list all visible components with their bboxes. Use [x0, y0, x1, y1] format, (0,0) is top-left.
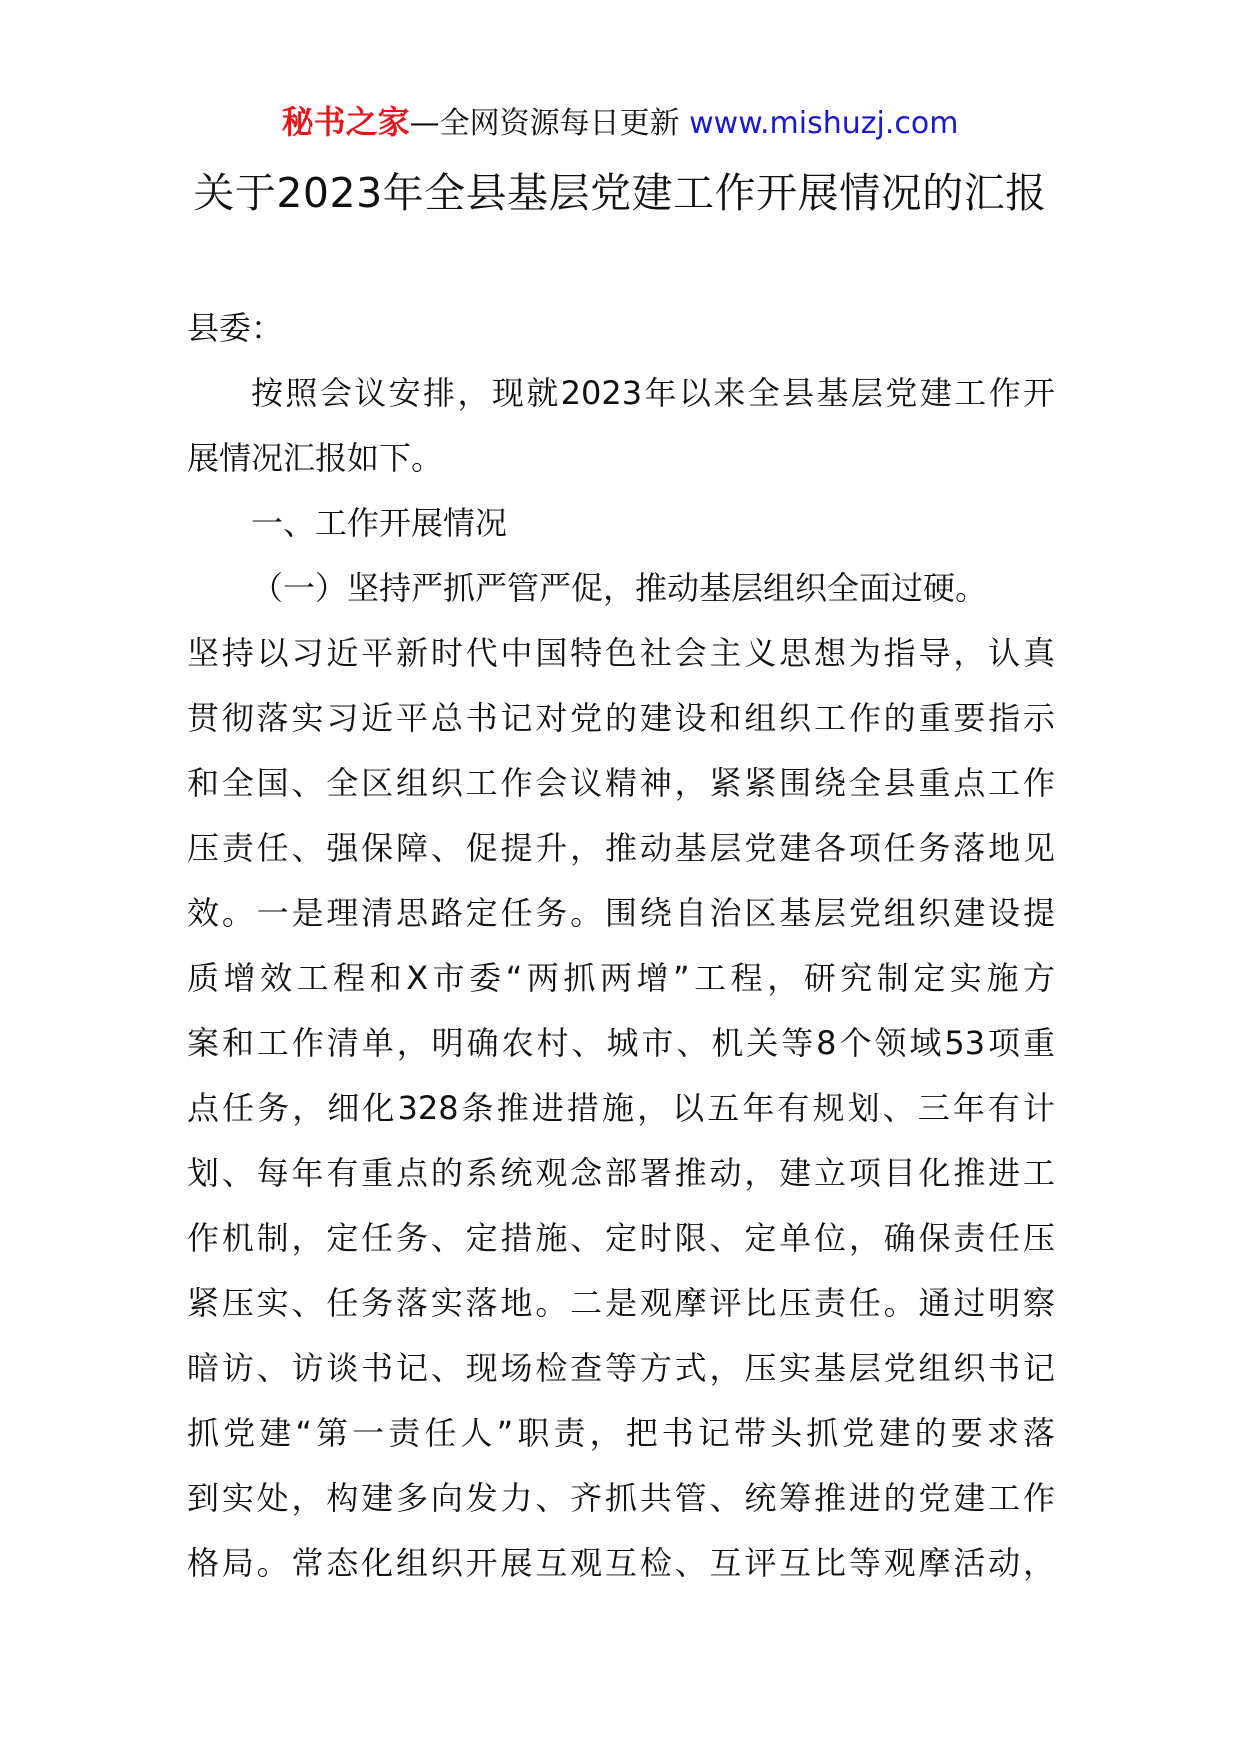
text-line: 紧压实、任务落实落地。二是观摩评比压责任。通过明察: [187, 1284, 1055, 1322]
text-line: 点任务，细化328条推进措施，以五年有规划、三年有计: [187, 1089, 1055, 1127]
text-line: 展情况汇报如下。: [187, 439, 444, 477]
text-line: 压责任、强保障、促提升，推动基层党建各项任务落地见: [187, 829, 1055, 867]
salutation: 县委：: [187, 309, 284, 347]
text-line: 作机制，定任务、定措施、定时限、定单位，确保责任压: [187, 1219, 1055, 1257]
site-banner: [0, 100, 1240, 146]
text-line: 划、每年有重点的系统观念部署推动，建立项目化推进工: [187, 1154, 1055, 1192]
site-url-link[interactable]: www.mishuzj.com: [689, 106, 959, 141]
brand-name: 秘书之家: [281, 103, 410, 141]
text-line: 质增效工程和X市委“两抓两增”工程，研究制定实施方: [187, 959, 1055, 997]
text-line: 抓党建“第一责任人”职责，把书记带头抓党建的要求落: [187, 1414, 1055, 1452]
text-line: 到实处，构建多向发力、齐抓共管、统筹推进的党建工作: [187, 1479, 1055, 1517]
text-line: 格局。常态化组织开展互观互检、互评互比等观摩活动，: [187, 1544, 1055, 1582]
banner-tagline: —全网资源每日更新: [409, 106, 680, 141]
text-line: 坚持以习近平新时代中国特色社会主义思想为指导，认真: [187, 634, 1055, 672]
text-line: 按照会议安排，现就2023年以来全县基层党建工作开: [251, 374, 1055, 412]
document-title: 关于2023年全县基层党建工作开展情况的汇报: [193, 169, 1047, 217]
text-line: 暗访、访谈书记、现场检查等方式，压实基层党组织书记: [187, 1349, 1055, 1387]
section-heading: 一、工作开展情况: [251, 504, 508, 542]
text-line: 贯彻落实习近平总书记对党的建设和组织工作的重要指示: [187, 699, 1055, 737]
document-body: [187, 296, 1055, 1596]
text-line: 案和工作清单，明确农村、城市、机关等8个领域53项重: [187, 1024, 1055, 1062]
text-line: 和全国、全区组织工作会议精神，紧紧围绕全县重点工作: [187, 764, 1055, 802]
subsection-heading: （一）坚持严抓严管严促，推动基层组织全面过硬。: [251, 569, 988, 607]
text-line: 效。一是理清思路定任务。围绕自治区基层党组织建设提: [187, 894, 1055, 932]
